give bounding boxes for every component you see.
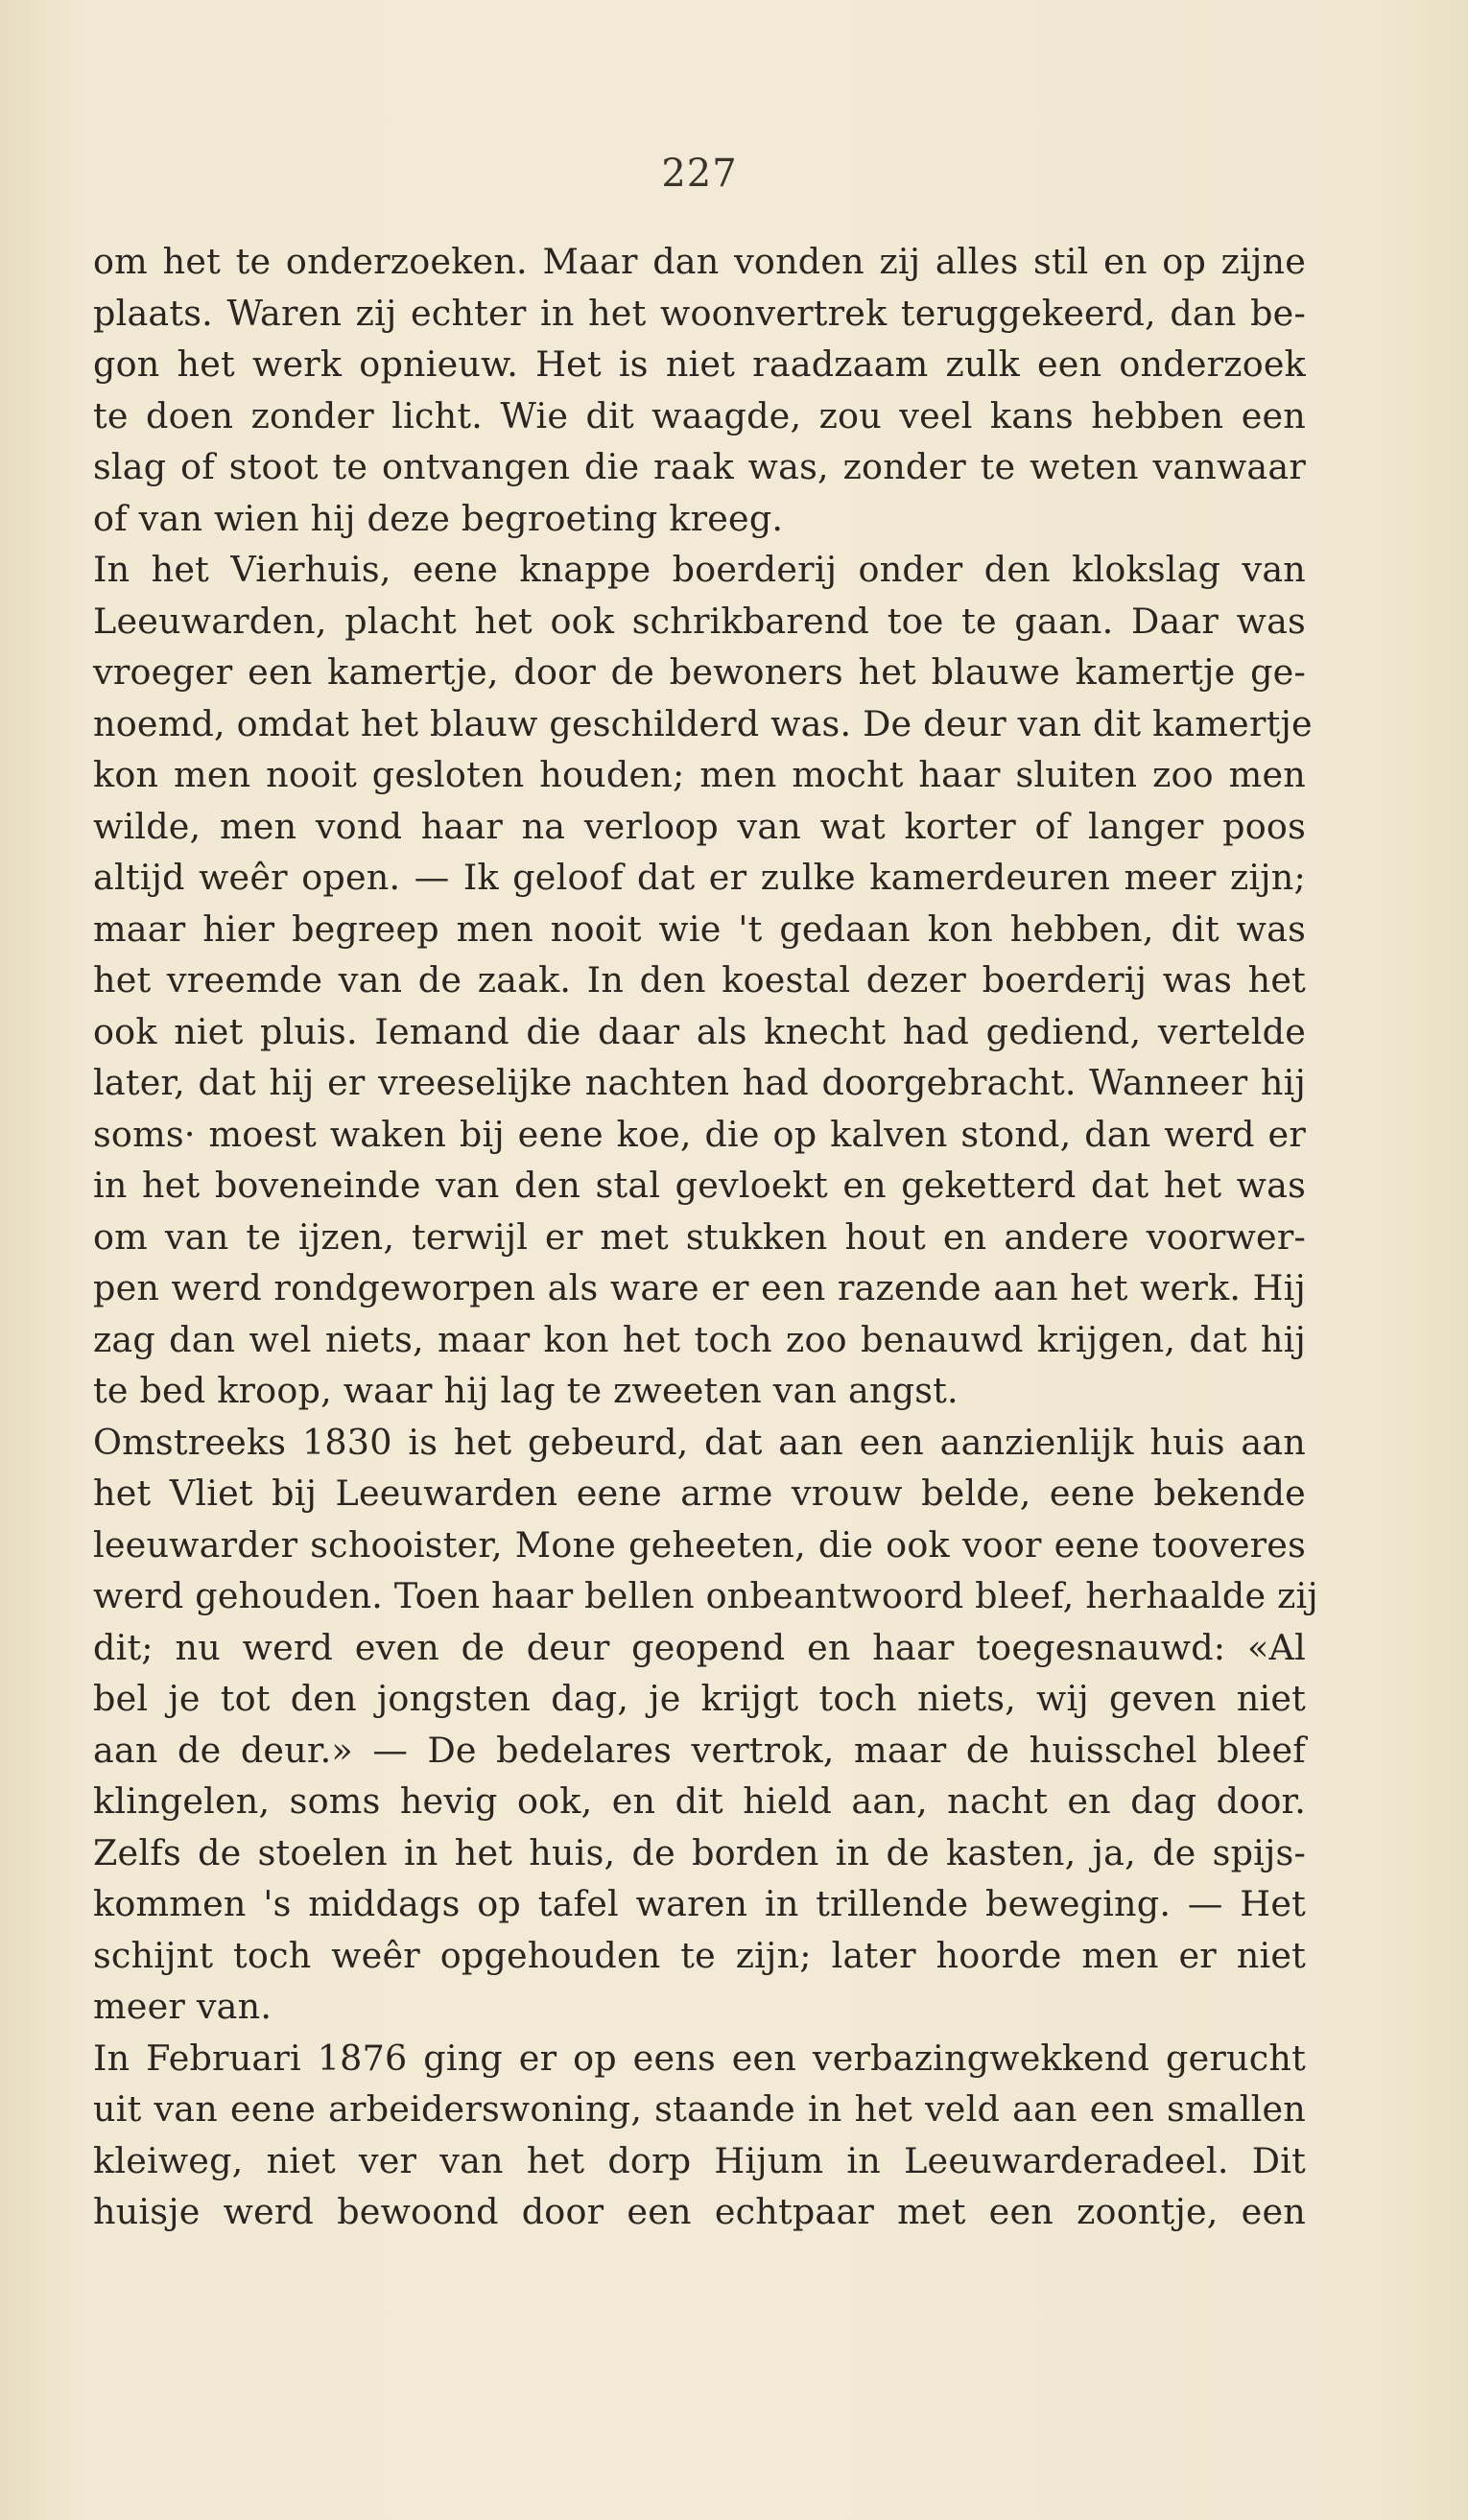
text-line: In Februari 1876 ging er op eens een verbazingwekkend gerucht [93,2037,1306,2079]
text-line: in het boveneinde van den stal gevloekt en geketterd dat het was [93,1165,1306,1206]
text-line: slag of stoot te ontvangen die raak was, zonder te weten vanwaar [93,446,1306,487]
text-line: het vreemde van de zaak. In den koestal dezer boerderij was het [93,959,1306,1001]
text-line: later, dat hij er vreeselijke nachten had doorgebracht. Wanneer hij [93,1062,1306,1103]
text-line: vroeger een kamertje, door de bewoners het blauwe kamertje ge- [93,651,1306,693]
text-line: bel je tot den jongsten dag, je krijgt toch niets, wij geven niet [93,1678,1306,1719]
text-line: kon men nooit gesloten houden; men mocht haar sluiten zoo men [93,754,1306,795]
text-line: Zelfs de stoelen in het huis, de borden in de kasten, ja, de spijs- [93,1831,1306,1873]
text-line: leeuwarder schooister, Mone geheeten, die ook voor eene tooveres [93,1523,1306,1566]
text-line: om van te ijzen, terwijl er met stukken hout en andere voorwer- [93,1215,1306,1258]
body-text [93,236,1318,2238]
page-number: 227 [661,152,738,196]
text-line: kleiweg, niet ver van het dorp Hijum in Leeuwarderadeel. Dit [93,2139,1306,2181]
text-line: of van wien hij deze begroeting kreeg. [93,497,784,539]
text-line: zag dan wel niets, maar kon het toch zoo benauwd krijgen, dat hij [93,1318,1306,1360]
text-line: aan de deur.» — De bedelares vertrok, maar de huisschel bleef [93,1729,1306,1771]
text-line: In het Vierhuis, eene knappe boerderij onder den klokslag van [93,549,1306,590]
text-line: kommen 's middags op tafel waren in trillende beweging. — Het [93,1883,1306,1924]
text-line: klingelen, soms hevig ook, en dit hield aan, nacht en dag door. [93,1780,1306,1822]
text-line: het Vliet bij Leeuwarden eene arme vrouw belde, eene bekende [93,1472,1306,1514]
text-line: dit; nu werd even de deur geopend en haar toegesnauwd: «Al [93,1626,1306,1668]
text-line: Omstreeks 1830 is het gebeurd, dat aan een aanzienlijk huis aan [93,1421,1306,1463]
text-line: te doen zonder licht. Wie dit waagde, zou veel kans hebben een [93,394,1306,436]
text-line: gon het werk opnieuw. Het is niet raadzaam zulk een onderzoek [93,343,1306,385]
text-line: noemd, omdat het blauw geschilderd was. De deur van dit kamertje [93,702,1313,744]
text-line: meer van. [93,1986,272,2027]
text-line: pen werd rondgeworpen als ware er een razende aan het werk. Hij [93,1267,1306,1308]
text-line: om het te onderzoeken. Maar dan vonden zij alles stil en op zijne [93,241,1306,282]
text-line: wilde, men vond haar na verloop van wat korter of langer poos [93,805,1306,847]
text-line: maar hier begreep men nooit wie 't gedaan kon hebben, dit was [93,907,1306,950]
text-line: werd gehouden. Toen haar bellen onbeantwoord bleef, herhaalde zij [93,1575,1318,1616]
text-line: huisje werd bewoond door een echtpaar met een zoontje, een [93,2191,1306,2232]
text-line: te bed kroop, waar hij lag te zweeten van angst. [93,1370,959,1411]
text-line: Leeuwarden, placht het ook schrikbarend toe te gaan. Daar was [93,600,1306,642]
text-line: soms· moest waken bij eene koe, die op kalven stond, dan werd er [93,1113,1306,1155]
text-line: altijd weêr open. — Ik geloof dat er zulke kamerdeuren meer zijn; [93,857,1306,898]
text-line: schijnt toch weêr opgehouden te zijn; later hoorde men er niet [93,1934,1306,1976]
text-line: ook niet pluis. Iemand die daar als knecht had gediend, vertelde [93,1010,1306,1052]
text-line: uit van eene arbeiderswoning, staande in het veld aan een smallen [93,2088,1306,2130]
text-line: plaats. Waren zij echter in het woonvertrek teruggekeerd, dan be- [93,292,1306,334]
